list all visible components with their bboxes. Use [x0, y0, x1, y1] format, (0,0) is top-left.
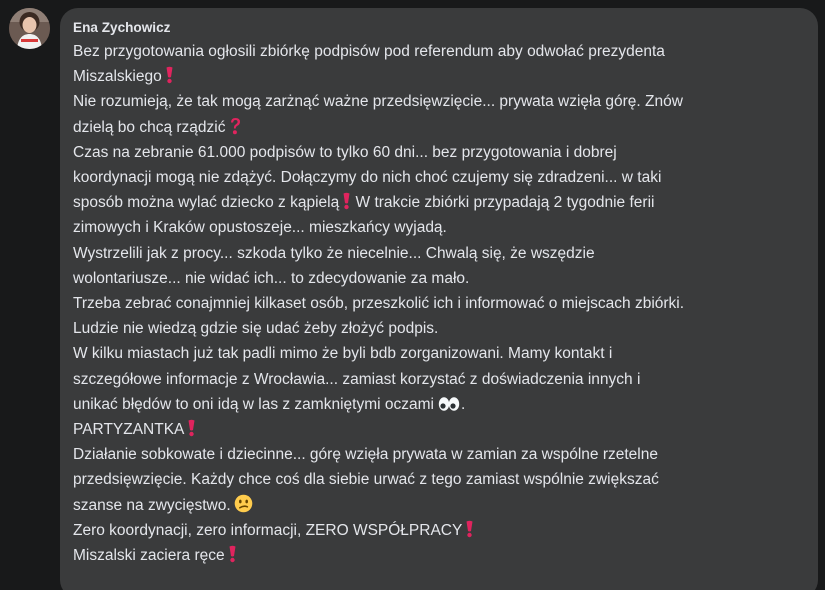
comment-paragraph [73, 39, 806, 442]
exclamation-icon [465, 520, 474, 538]
comment-line [73, 392, 806, 417]
comment-line [73, 89, 806, 114]
comment-line [73, 115, 806, 140]
comment-line-text: szanse na zwycięstwo. [73, 496, 231, 514]
comment-line [73, 241, 806, 266]
comment-line-text: szczegółowe informacje z Wrocławia... zamiast korzystać z doświadczenia innych i [73, 370, 641, 388]
comment-line-text: Bez przygotowania ogłosili zbiórkę podpisów pod referendum aby odwołać prezydenta [73, 43, 665, 60]
comment-line [73, 367, 806, 392]
avatar[interactable] [9, 8, 50, 49]
comment-line-text: sposób można wylać dziecko z kąpielą [73, 194, 340, 212]
exclamation-icon [228, 545, 237, 563]
comment-line-text: PARTYZANTKA [73, 421, 185, 439]
comment-line [73, 39, 806, 64]
comment-line [73, 518, 806, 543]
comment-line [73, 291, 806, 316]
comment-body [73, 39, 806, 568]
exclamation-icon [165, 66, 174, 84]
question-icon [229, 117, 242, 135]
comment-line-text: Trzeba zebrać conajmniej kilkaset osób, przeszkolić ich i informować o miejscach zbiórki. [73, 295, 685, 313]
comment-line [73, 543, 806, 568]
comment-line [73, 442, 806, 467]
comment-paragraph [73, 518, 806, 568]
comment-line-text: wolontariusze... nie widać ich... to zdecydowanie za mało. [73, 269, 470, 287]
comment-line-text: przedsięwzięcie. Każdy chce coś dla siebie urwać z tego zamiast wspólnie zwiększać [73, 471, 659, 489]
comment-line-text: Ludzie nie wiedzą gdzie się udać żeby złożyć podpis. [73, 320, 439, 338]
comment-line-text: unikać błędów to oni idą w las z zamkniętymi oczami [73, 395, 434, 413]
comment-line-text: Nie rozumieją, że tak mogą zarżnąć ważne przedsięwzięcie... prywata wzięła górę. Znów [73, 93, 683, 111]
comment-line-text: Wystrzelili jak z procy... szkoda tylko że niecelnie... Chwalą się, że wszędzie [73, 244, 595, 262]
comment-bubble [60, 8, 818, 590]
comment-line [73, 266, 806, 291]
comment-line-continuation: . [460, 395, 466, 413]
comment-line-text: koordynacji mogą nie zdążyć. Dołączymy do nich choć czujemy się zdradzeni... w taki [73, 169, 662, 187]
comment-line-text: W kilku miastach już tak padli mimo że byli bdb zorganizowani. Mamy kontakt i [73, 345, 613, 363]
comment-line [73, 190, 806, 215]
comment-line-text: Czas na zebranie 61.000 podpisów to tylko 60 dni... bez przygotowania i dobrej [73, 143, 617, 161]
comment-line [73, 215, 806, 240]
comment-line [73, 417, 806, 442]
comment-line [73, 64, 806, 89]
comment-line [73, 467, 806, 492]
comment-paragraph [73, 442, 806, 518]
comment-line-continuation: W trakcie zbiórki przypadają 2 tygodnie ferii [351, 194, 655, 212]
comment-line-text: zimowych i Kraków opustoszeje... mieszkańcy wyjadą. [73, 219, 447, 237]
comment-line-text: Miszalskiego [73, 68, 162, 86]
comment-line [73, 493, 806, 518]
eyes-icon [437, 396, 461, 412]
comment-line [73, 165, 806, 190]
comment-line-text: Miszalski zaciera ręce [73, 547, 225, 565]
comment-line [73, 316, 806, 341]
comment-line [73, 341, 806, 366]
comment-author-name[interactable]: Ena Zychowicz [73, 20, 171, 35]
comment-line-text: Działanie sobkowate i dziecinne... górę wzięła prywata w zamian za wspólne rzetelne [73, 446, 658, 464]
comment-line-text: dzielą bo chcą rządzić [73, 118, 226, 136]
avatar-image [9, 8, 50, 49]
exclamation-icon [342, 192, 351, 210]
comment-line [73, 140, 806, 165]
exclamation-icon [187, 419, 196, 437]
confused-face-icon [234, 494, 253, 513]
comment-line-text: Zero koordynacji, zero informacji, ZERO WSPÓŁPRACY [73, 521, 463, 539]
